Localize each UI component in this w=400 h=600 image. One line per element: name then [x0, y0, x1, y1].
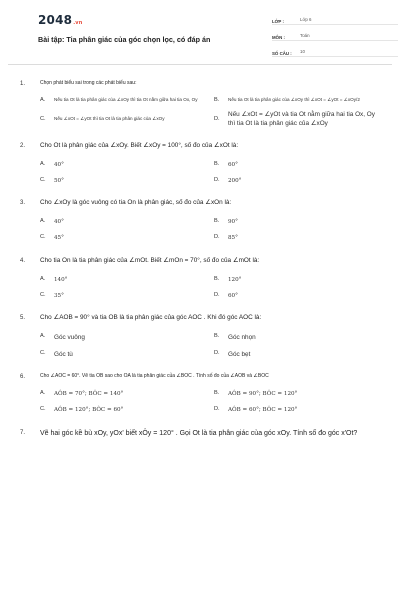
option-letter: C.	[40, 177, 46, 184]
option-text: AÔB = 90°; BÔC = 120°	[228, 391, 298, 398]
option-text: 120°	[228, 276, 242, 283]
option-letter: A.	[40, 390, 46, 397]
option-text: AÔB = 120°; BÔC = 60°	[54, 407, 124, 414]
answer-option-b[interactable]	[214, 333, 382, 342]
question-number: 3.	[20, 200, 26, 207]
answer-option-d[interactable]	[214, 292, 382, 300]
option-text: Nếu tia Ot là tia phân giác của ∠xOy thì ∠xOt = ∠yOt = ∠xOy/2	[228, 97, 360, 102]
option-letter: D.	[214, 406, 220, 413]
answer-option-c[interactable]	[40, 110, 208, 129]
option-text: 40°	[54, 162, 64, 169]
option-letter: B.	[214, 390, 220, 397]
option-letter: A.	[40, 218, 46, 225]
option-text: Góc tù	[54, 351, 73, 359]
question-2	[20, 142, 382, 185]
answer-options	[20, 161, 382, 185]
question-text: Chọn phát biểu sai trong các phát biểu sau:	[40, 80, 137, 86]
worksheet-meta	[272, 12, 398, 60]
option-text: Nếu tia Ot là tia phân giác của ∠xOy thì tia Ot nằm giữa hai tia Ox, Oy	[54, 97, 198, 102]
option-letter: B.	[214, 97, 220, 104]
answer-option-c[interactable]	[40, 350, 208, 359]
answer-option-a[interactable]	[40, 390, 208, 398]
option-text: Góc vuông	[54, 333, 85, 341]
question-6	[20, 373, 382, 414]
answer-option-d[interactable]	[214, 177, 382, 185]
option-text: Góc bẹt	[228, 351, 251, 359]
question-text: Cho ∠xOy là góc vuông có tia On là phân giác, số đo của ∠xOn là:	[40, 199, 232, 207]
option-text: Nếu ∠xOt = ∠yOt và tia Ot nằm giữa hai tia Ox, Oy thì tia Ot là tia phân giác của ∠xOy	[228, 110, 375, 127]
worksheet-header	[18, 0, 382, 62]
option-letter: D.	[214, 115, 220, 122]
option-letter: A.	[40, 275, 46, 282]
logo-text: 2048	[38, 13, 73, 27]
answer-option-b[interactable]	[214, 161, 382, 169]
answer-option-c[interactable]	[40, 177, 208, 185]
meta-label: MÔN :	[272, 35, 285, 40]
answer-options	[20, 218, 382, 242]
option-text: 140°	[54, 276, 68, 283]
question-text: Cho Ot là phân giác của ∠xOy. Biết ∠xOy = 100°, số đo của ∠xOt là:	[40, 142, 239, 150]
answer-option-a[interactable]	[40, 276, 208, 284]
meta-row-grade	[272, 12, 398, 25]
option-letter: D.	[214, 234, 220, 241]
question-number: 5.	[20, 314, 26, 321]
option-letter: C.	[40, 115, 46, 122]
option-letter: A.	[40, 332, 46, 339]
answer-option-b[interactable]	[214, 97, 382, 104]
answer-option-b[interactable]	[214, 390, 382, 398]
answer-options	[20, 333, 382, 360]
question-1	[20, 80, 382, 128]
question-7	[20, 429, 382, 439]
answer-option-c[interactable]	[40, 292, 208, 300]
answer-options	[20, 97, 382, 128]
option-text: 85°	[228, 235, 238, 242]
meta-row-subject	[272, 28, 398, 41]
option-letter: C.	[40, 291, 46, 298]
question-list	[20, 80, 382, 452]
option-letter: A.	[40, 161, 46, 168]
option-letter: B.	[214, 161, 220, 168]
question-text: Cho tia On là tia phân giác của ∠mOt. Biết ∠mOn = 70°, số đo của ∠mOt là:	[40, 256, 260, 264]
question-4	[20, 257, 382, 300]
question-number: 4.	[20, 257, 26, 264]
option-letter: B.	[214, 332, 220, 339]
answer-option-b[interactable]	[214, 218, 382, 226]
option-text: AÔB = 70°; BÔC = 140°	[54, 391, 124, 398]
option-text: AÔB = 60°; BÔC = 120°	[228, 407, 298, 414]
option-letter: A.	[40, 97, 46, 104]
option-letter: D.	[214, 350, 220, 357]
answer-options	[20, 390, 382, 414]
question-3	[20, 199, 382, 242]
option-text: 35°	[54, 292, 64, 299]
meta-value: Toán	[300, 33, 310, 38]
meta-value: Lớp 6	[300, 17, 312, 22]
meta-label: LỚP :	[272, 19, 284, 24]
question-number: 6.	[20, 374, 26, 381]
question-text: Cho ∠AOC = 60°. Vẽ tia OB sao cho OA là tia phân giác của ∠BOC . Tính số đo của ∠AOB và ∠BOC	[40, 373, 269, 380]
option-letter: D.	[214, 177, 220, 184]
logo-suffix: .vn	[73, 20, 83, 26]
option-text: 45°	[54, 235, 64, 242]
option-text: 90°	[228, 219, 238, 226]
question-number: 1.	[20, 81, 26, 87]
worksheet-title: Bài tập: Tia phân giác của góc chọn lọc, có đáp án	[38, 35, 211, 44]
option-letter: C.	[40, 350, 46, 357]
option-text: 60°	[228, 162, 238, 169]
answer-option-d[interactable]	[214, 406, 382, 414]
meta-row-count	[272, 44, 398, 57]
option-letter: D.	[214, 291, 220, 298]
answer-option-d[interactable]	[214, 234, 382, 242]
meta-value: 10	[300, 49, 305, 54]
answer-option-a[interactable]	[40, 97, 208, 104]
answer-option-a[interactable]	[40, 333, 208, 342]
header-divider	[8, 64, 392, 65]
option-text: Góc nhọn	[228, 333, 256, 341]
answer-option-c[interactable]	[40, 406, 208, 414]
answer-option-c[interactable]	[40, 234, 208, 242]
answer-option-b[interactable]	[214, 276, 382, 284]
question-number: 7.	[20, 429, 26, 436]
answer-option-a[interactable]	[40, 161, 208, 169]
question-text: Cho ∠AOB = 90° và tia OB là tia phân giác của góc AOC . Khi đó góc AOC là:	[40, 313, 262, 321]
answer-option-d[interactable]	[214, 110, 382, 129]
question-5	[20, 314, 382, 360]
option-text: 60°	[228, 292, 238, 299]
option-letter: C.	[40, 234, 46, 241]
site-logo[interactable]	[38, 13, 83, 27]
option-text: 40°	[54, 219, 64, 226]
option-text: Nếu ∠xOt = ∠yOt thì tia Ot là tia phân giác của ∠xOy	[54, 115, 165, 121]
option-text: 200°	[228, 178, 242, 185]
question-text: Vẽ hai góc kề bù xOy, yOx' biết xÔy = 120° . Gọi Ot là tia phân giác của góc xOy. Tính số đo góc x'Ot?	[40, 429, 358, 437]
meta-label: SỐ CÂU :	[272, 51, 292, 56]
answer-option-a[interactable]	[40, 218, 208, 226]
option-letter: C.	[40, 406, 46, 413]
answer-option-d[interactable]	[214, 350, 382, 359]
option-letter: B.	[214, 218, 220, 225]
option-text: 50°	[54, 178, 64, 185]
answer-options	[20, 276, 382, 300]
option-letter: B.	[214, 275, 220, 282]
question-number: 2.	[20, 143, 26, 150]
